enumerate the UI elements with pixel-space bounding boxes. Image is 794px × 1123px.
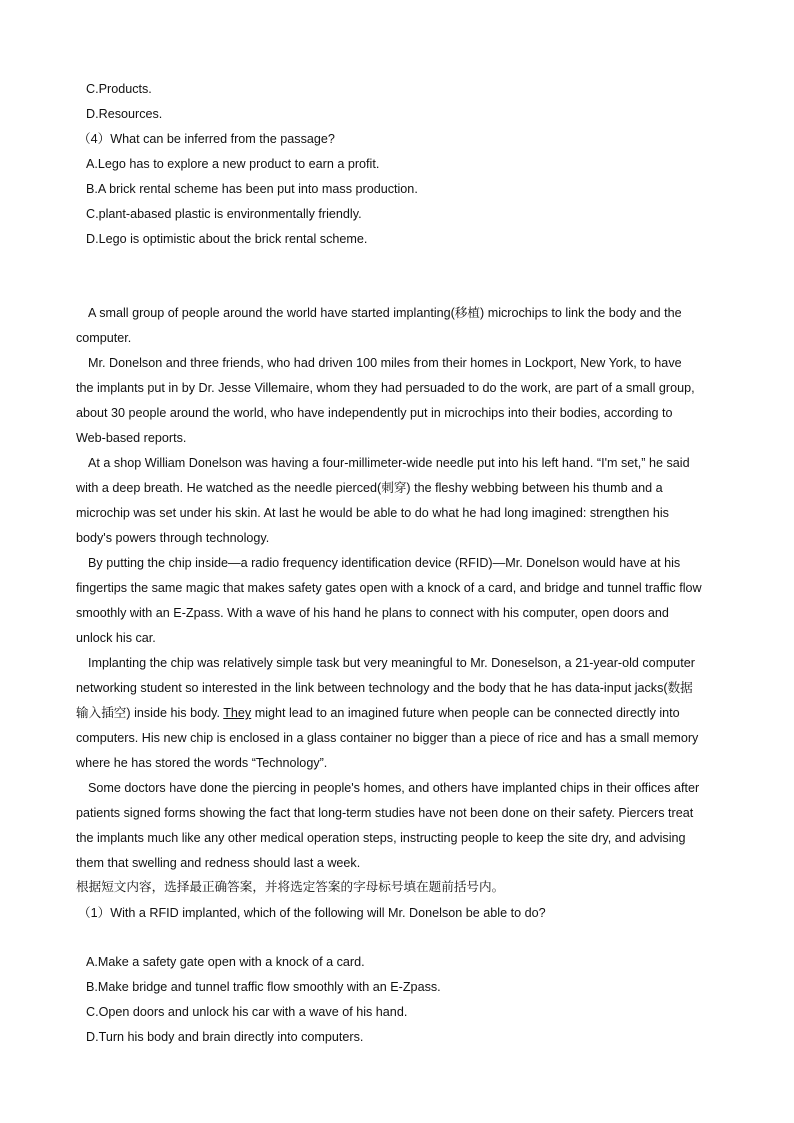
passage-line: with a deep breath. He watched as the needle pierced(刺穿) the fleshy webbing between his thumb and a bbox=[76, 481, 663, 495]
question-1-option-a: A.Make a safety gate open with a knock of a card. bbox=[86, 955, 365, 969]
passage-line: the implants much like any other medical operation steps, instructing people to keep the site dry, and advising bbox=[76, 831, 686, 845]
passage-line: computers. His new chip is enclosed in a glass container no bigger than a piece of rice and has a small memory bbox=[76, 731, 699, 745]
question-1-option-c: C.Open doors and unlock his car with a wave of his hand. bbox=[86, 1005, 408, 1019]
passage-text: might lead to an imagined future when people can be connected directly into bbox=[251, 706, 680, 720]
passage-text: 输入插空) inside his body. bbox=[76, 706, 224, 720]
passage-line: the implants put in by Dr. Jesse Villemaire, whom they had persuaded to do the work, are part of a small group, bbox=[76, 381, 695, 395]
instruction-text: 根据短文内容，选择最正确答案，并将选定答案的字母标号填在题前括号内。 bbox=[76, 879, 505, 894]
underlined-word-they: They bbox=[223, 706, 252, 720]
passage-line: At a shop William Donelson was having a four-millimeter-wide needle put into his left hand. “I'm set,” he said bbox=[88, 456, 690, 470]
passage-line: Some doctors have done the piercing in people's homes, and others have implanted chips in their offices after bbox=[88, 781, 700, 795]
prev-option-d: D.Resources. bbox=[86, 107, 163, 121]
passage-line: A small group of people around the world have started implanting(移植) microchips to link the body and the bbox=[88, 306, 682, 320]
passage-line: computer. bbox=[76, 331, 132, 345]
passage-line: networking student so interested in the link between technology and the body that he has data-input jacks(数据 bbox=[76, 681, 693, 695]
passage-line: Web-based reports. bbox=[76, 431, 187, 445]
passage-line: microchip was set under his skin. At last he would be able to do what he had long imagined: strengthen his bbox=[76, 506, 669, 520]
question-4-option-d: D.Lego is optimistic about the brick rental scheme. bbox=[86, 232, 368, 246]
passage-line: body's powers through technology. bbox=[76, 531, 270, 545]
passage-line: Mr. Donelson and three friends, who had driven 100 miles from their homes in Lockport, New York, to have bbox=[88, 356, 682, 370]
passage-line: Implanting the chip was relatively simple task but very meaningful to Mr. Doneselson, a 21-year-old computer bbox=[88, 656, 695, 670]
passage-line: them that swelling and redness should last a week. bbox=[76, 856, 361, 870]
question-4-option-b: B.A brick rental scheme has been put into mass production. bbox=[86, 182, 418, 196]
question-1-option-b: B.Make bridge and tunnel traffic flow smoothly with an E-Zpass. bbox=[86, 980, 441, 994]
passage-line: By putting the chip inside—a radio frequency identification device (RFID)—Mr. Donelson would have at his bbox=[88, 556, 681, 570]
prev-option-c: C.Products. bbox=[86, 82, 152, 96]
question-4-stem: （4）What can be inferred from the passage? bbox=[78, 132, 335, 146]
question-4-option-a: A.Lego has to explore a new product to earn a profit. bbox=[86, 157, 380, 171]
passage-line: where he has stored the words “Technology”. bbox=[76, 756, 328, 770]
question-4-option-c: C.plant-abased plastic is environmentally friendly. bbox=[86, 207, 362, 221]
passage-line: fingertips the same magic that makes safety gates open with a knock of a card, and bridge and tunnel traffic flow bbox=[76, 581, 702, 595]
passage-line bbox=[76, 705, 680, 721]
question-1-option-d: D.Turn his body and brain directly into computers. bbox=[86, 1030, 364, 1044]
question-1-stem: （1）With a RFID implanted, which of the following will Mr. Donelson be able to do? bbox=[78, 906, 546, 920]
passage-line: about 30 people around the world, who have independently put in microchips into their bodies, according to bbox=[76, 406, 673, 420]
passage-line: unlock his car. bbox=[76, 631, 156, 645]
passage-line: patients signed forms showing the fact that long-term studies have not been done on their safety. Piercers treat bbox=[76, 806, 694, 820]
passage-line: smoothly with an E-Zpass. With a wave of his hand he plans to connect with his computer, open doors and bbox=[76, 606, 669, 620]
